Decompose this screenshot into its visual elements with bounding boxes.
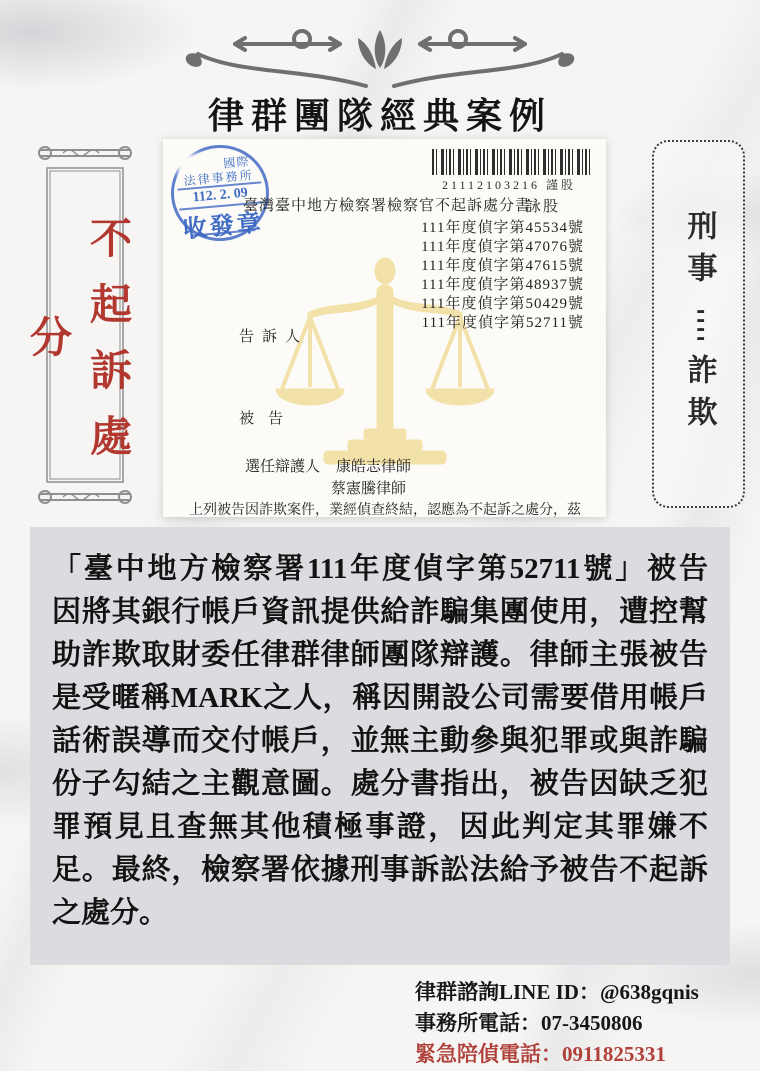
- lawyer-name: 蔡憲騰律師: [331, 481, 407, 497]
- summary-line: 罪預見且查無其他積極事證，因此判定其罪嫌不: [52, 811, 708, 843]
- defender-label: 選任辯護人: [245, 459, 321, 475]
- contact-block: [415, 977, 699, 1070]
- contact-office-phone: 事務所電話：07-3450806: [415, 1011, 643, 1035]
- stamp-line1: 國際: [222, 154, 250, 171]
- barcode: [432, 149, 590, 175]
- left-banner: [24, 138, 137, 512]
- stamp-seal-text: 收發章: [181, 210, 265, 244]
- summary-line: 「臺中地方檢察署111年度偵字第52711號」被告: [52, 553, 708, 585]
- complainant-label: 告訴人: [239, 329, 309, 345]
- stamp-line2: 法律事務所: [183, 168, 255, 189]
- summary-line: 之處分。: [52, 897, 169, 929]
- document-closing-line: 上列被告因詐欺案件，業經偵查終結，認應為不起訴之處分，茲: [189, 503, 581, 518]
- case-number: 111年度偵字第47615號: [421, 258, 584, 274]
- barcode-label: 21112103216 謹股: [441, 178, 577, 192]
- right-banner: [652, 140, 745, 508]
- document-title: 臺灣臺中地方檢察署檢察官不起訴處分書: [243, 198, 532, 214]
- contact-line-id: 律群諮詢LINE ID：@638gqnis: [415, 980, 699, 1004]
- stamp-date: 112. 2. 09: [192, 185, 249, 206]
- right-banner-bottom: 詐欺: [682, 354, 716, 438]
- header-flourish-icon: [180, 26, 580, 92]
- defendant-label: 被告: [239, 411, 298, 427]
- case-number: 111年度偵字第50429號: [421, 296, 584, 312]
- summary-line: 因將其銀行帳戶資訊提供給詐騙集團使用，遭控幫: [52, 596, 708, 628]
- case-number: 111年度偵字第48937號: [421, 277, 584, 293]
- page-title: 律群團隊經典案例: [207, 96, 552, 136]
- case-number: 111年度偵字第47076號: [421, 239, 584, 255]
- case-number-list: [421, 219, 584, 333]
- lawyer-name: 康皓志律師: [336, 459, 412, 475]
- defense-counsel-row: [245, 455, 411, 476]
- summary-line: 足。最終，檢察署依據刑事訴訟法給予被告不起訴: [52, 854, 708, 886]
- case-number: 111年度偵字第52711號: [421, 315, 584, 331]
- summary-line: 份子勾結之主觀意圖。處分書指出，被告因缺乏犯: [52, 768, 708, 800]
- summary-line: 助詐欺取財委任律群律師團隊辯護。律師主張被告: [52, 639, 708, 671]
- case-summary-box: [30, 527, 730, 965]
- left-banner-text: 不起訴處分: [24, 216, 130, 480]
- contact-emergency-phone: 緊急陪偵電話：0911825331: [415, 1042, 666, 1066]
- summary-line: 話術誤導而交付帳戶，並無主動參與犯罪或與詐騙: [52, 725, 708, 757]
- right-banner-dashes: ----: [693, 299, 708, 353]
- legal-document: [163, 139, 606, 517]
- receipt-stamp: [167, 141, 273, 245]
- document-division: 詠股: [525, 199, 560, 215]
- summary-line: 是受暱稱MARK之人，稱因開設公司需要借用帳戶: [52, 682, 708, 714]
- right-banner-top: 刑事: [682, 210, 716, 294]
- case-number: 111年度偵字第45534號: [421, 220, 584, 236]
